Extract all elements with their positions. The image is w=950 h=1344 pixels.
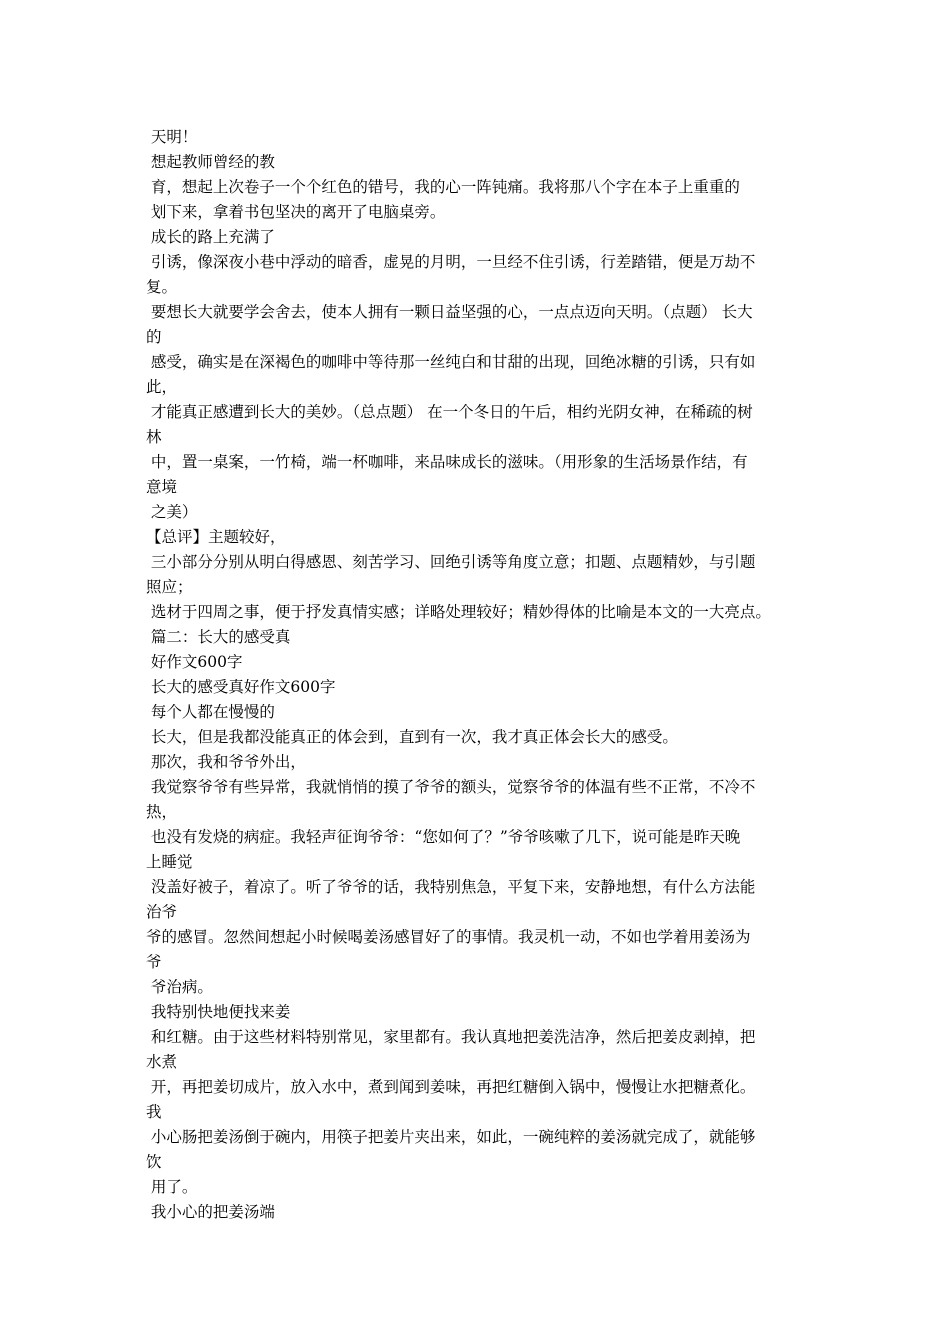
- document-body: [146, 125, 816, 1225]
- text-line: 长大，但是我都没能真正的体会到，直到有一次，我才真正体会长大的感受。: [146, 728, 678, 746]
- text-line: 林: [146, 428, 162, 446]
- text-line: 我小心的把姜汤端: [146, 1203, 275, 1221]
- text-line: 上睡觉: [146, 853, 193, 871]
- text-line: 要想长大就要学会舍去，使本人拥有一颗日益坚强的心，一点点迈向天明。（点题） 长大: [146, 303, 753, 321]
- text-line: 用了。: [146, 1178, 198, 1196]
- text-line: 和红糖。由于这些材料特别常见，家里都有。我认真地把姜洗洁净，然后把姜皮剥掉，把: [146, 1028, 756, 1046]
- text-line: 我特别快地便找来姜: [146, 1003, 291, 1021]
- text-line: 水煮: [146, 1053, 178, 1071]
- text-line: 意境: [146, 478, 178, 496]
- text-line: 饮: [146, 1153, 162, 1171]
- text-line: 成长的路上充满了: [146, 228, 275, 246]
- text-line: 每个人都在慢慢的: [146, 703, 275, 721]
- text-line: 的: [146, 328, 162, 346]
- text-line: 那次，我和爷爷外出，: [146, 753, 306, 771]
- text-line: 我: [146, 1103, 162, 1121]
- text-line: 没盖好被子，着凉了。听了爷爷的话，我特别焦急，平复下来，安静地想，有什么方法能: [146, 878, 756, 896]
- text-line: 治爷: [146, 903, 178, 921]
- text-line: 育，想起上次卷子一个个红色的错号，我的心一阵钝痛。我将那八个字在本子上重重的: [146, 178, 740, 196]
- text-line: 引诱，像深夜小巷中浮动的暗香，虚晃的月明，一旦经不住引诱，行差踏错，便是万劫不: [146, 253, 756, 271]
- text-line: 开，再把姜切成片，放入水中，煮到闻到姜味，再把红糖倒入锅中，慢慢让水把糖煮化。: [146, 1078, 756, 1096]
- text-line: 此，: [146, 378, 178, 396]
- text-line: 爷治病。: [146, 978, 213, 996]
- text-line: 爷的感冒。忽然间想起小时候喝姜汤感冒好了的事情。我灵机一动，不如也学着用姜汤为: [146, 928, 751, 946]
- text-line: 篇二：长大的感受真: [146, 628, 291, 646]
- text-line: 热，: [146, 803, 178, 821]
- text-line: 想起教师曾经的教: [146, 153, 275, 171]
- text-line: 小心肠把姜汤倒于碗内，用筷子把姜片夹出来，如此，一碗纯粹的姜汤就完成了，就能够: [146, 1128, 756, 1146]
- text-line: 划下来，拿着书包坚决的离开了电脑桌旁。: [146, 203, 446, 221]
- text-line: 复。: [146, 278, 178, 296]
- text-line: 照应；: [146, 578, 193, 596]
- text-line: 也没有发烧的病症。我轻声征询爷爷：“您如何了？”爷爷咳嗽了几下，说可能是昨天晚: [146, 828, 741, 846]
- text-line: 天明！: [146, 128, 198, 146]
- text-line: 三小部分分别从明白得感恩、刻苦学习、回绝引诱等角度立意；扣题、点题精妙，与引题: [146, 553, 756, 571]
- text-line: 【总评】主题较好，: [146, 528, 286, 546]
- text-line: 我觉察爷爷有些异常，我就悄悄的摸了爷爷的额头，觉察爷爷的体温有些不正常，不冷不: [146, 778, 756, 796]
- text-line: 好作文600字: [146, 653, 243, 671]
- text-line: 长大的感受真好作文600字: [146, 678, 336, 696]
- text-line: 选材于四周之事，便于抒发真情实感；详略处理较好；精妙得体的比喻是本文的一大亮点。: [146, 603, 771, 621]
- text-line: 爷: [146, 953, 162, 971]
- text-line: 感受，确实是在深褐色的咖啡中等待那一丝纯白和甘甜的出现，回绝冰糖的引诱，只有如: [146, 353, 756, 371]
- text-line: 之美）: [146, 503, 198, 521]
- text-line: 中，置一桌案，一竹椅，端一杯咖啡，来品味成长的滋味。（用形象的生活场景作结，有: [146, 453, 748, 471]
- text-line: 才能真正感遭到长大的美妙。（总点题） 在一个冬日的午后，相约光阴女神，在稀疏的树: [146, 403, 753, 421]
